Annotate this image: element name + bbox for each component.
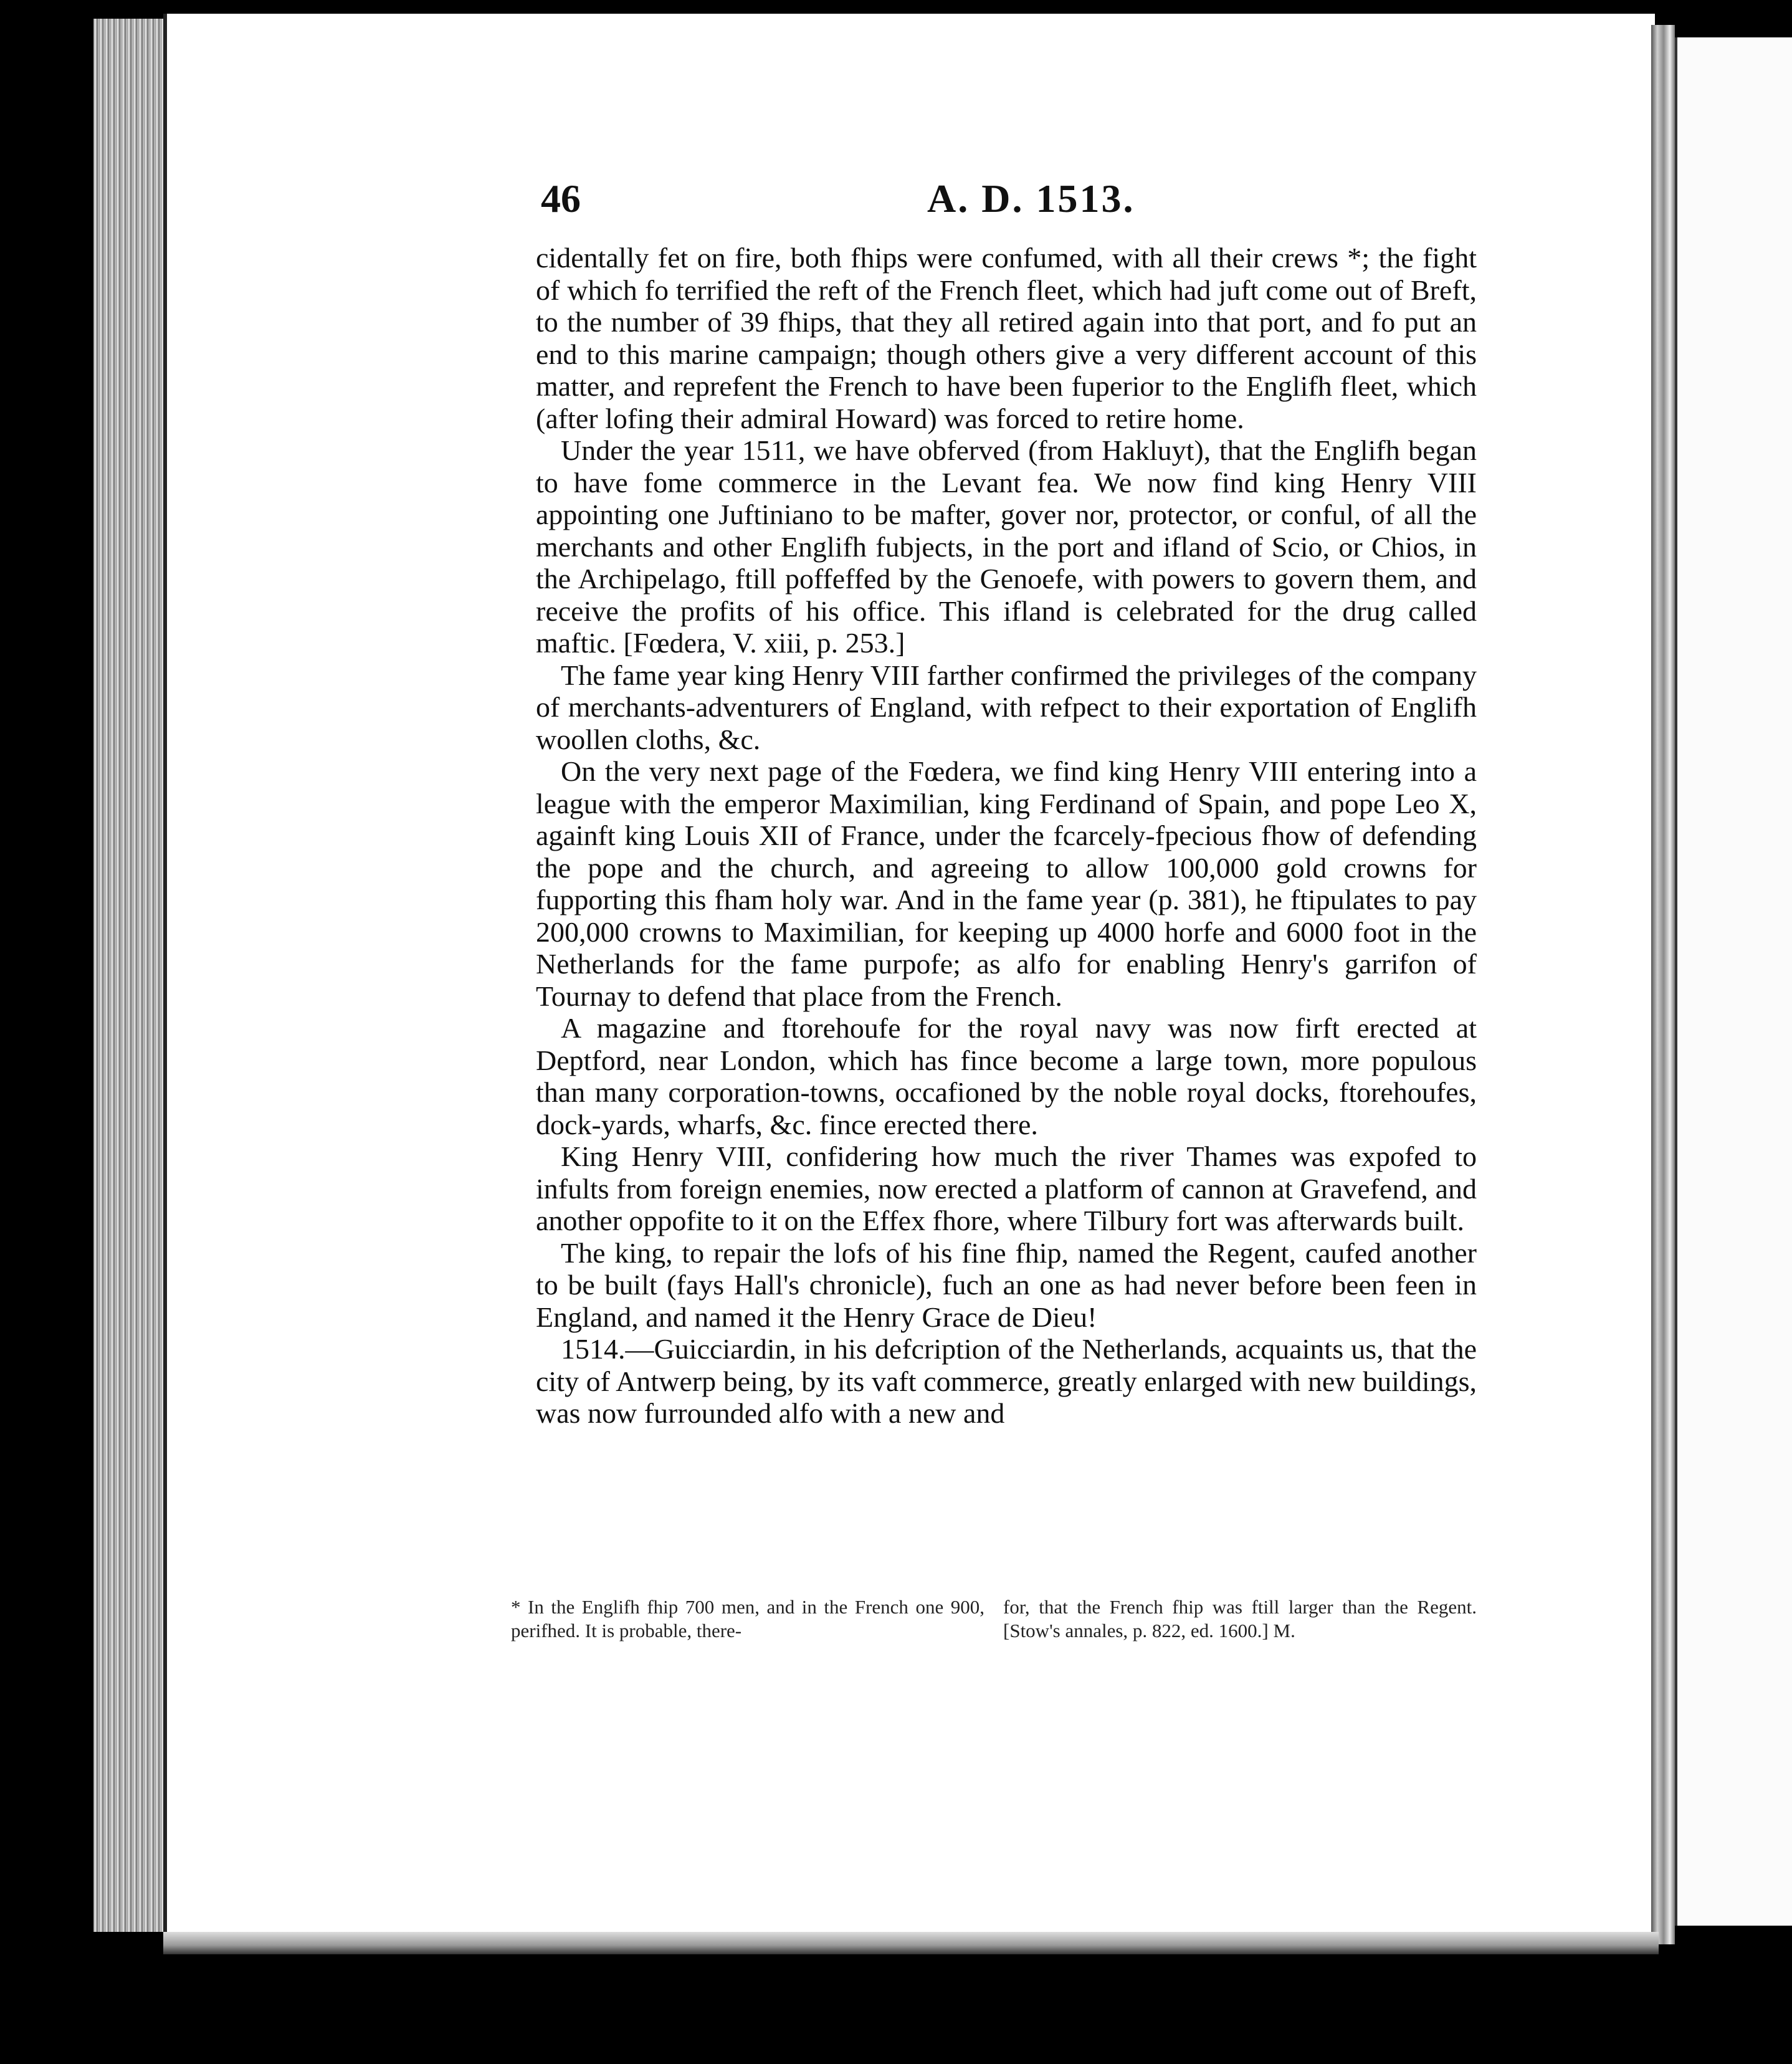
footnote-right-column: for, that the French fhip was ftill larger than the Regent. [Stow's annales, p. 822, ed. 1600.] M.	[1003, 1596, 1477, 1641]
paragraph: A magazine and ftorehoufe for the royal navy was now firft erected at Deptford, near London, which has fince become a large town, more populous than many corporation-towns, occafioned by the noble royal docks, ftorehoufes, dock-yards, wharfs, &c. fince erected there.	[536, 1012, 1477, 1140]
body-text	[536, 242, 1477, 1430]
footnote-left-column: * In the Englifh fhip 700 men, and in the French one 900, perifhed. It is probable, there-	[511, 1596, 984, 1641]
book-spine-gutter	[1651, 25, 1675, 1944]
book-page-edges-left	[93, 19, 168, 1932]
paragraph: The fame year king Henry VIII farther confirmed the privileges of the company of merchants-adventurers of England, with refpect to their exportation of Englifh woollen cloths, &c.	[536, 659, 1477, 755]
paragraph: The king, to repair the lofs of his fine fhip, named the Regent, caufed another to be built (fays Hall's chronicle), fuch an one as had never before been feen in England, and named it the Henry Grace de Dieu!	[536, 1236, 1477, 1333]
footnote	[511, 1595, 1477, 1643]
paragraph: 1514.—Guicciardin, in his defcription of the Netherlands, acquaints us, that the city of Antwerp being, by its vaft commerce, greatly enlarged with new buildings, was now furrounded alfo with a new and	[536, 1333, 1477, 1429]
book-page-edges-bottom	[163, 1932, 1659, 1954]
paragraph: cidentally fet on fire, both fhips were confumed, with all their crews *; the fight of which fo terrified the reft of the French fleet, which had juft come out of Breft, to the number of 39 fhips, that they all retired again into that port, and fo put an end to this marine campaign; though others give a very different account of this matter, and reprefent the French to have been fuperior to the Englifh fleet, which (after lofing their admiral Howard) was forced to retire home.	[536, 242, 1477, 434]
running-head: A. D. 1513.	[927, 176, 1135, 221]
facing-page	[1675, 37, 1792, 1926]
paragraph: On the very next page of the Fœdera, we find king Henry VIII entering into a league with the emperor Maximilian, king Ferdinand of Spain, and pope Leo X, againft king Louis XII of France, under the fcarcely-fpecious fhow of defending the pope and the church, and agreeing to allow 100,000 gold crowns for fupporting this fham holy war. And in the fame year (p. 381), he ftipulates to pay 200,000 crowns to Maximilian, for keeping up 4000 horfe and 6000 foot in the Netherlands for the fame purpofe; as alfo for enabling Henry's garrifon of Tournay to defend that place from the French.	[536, 755, 1477, 1012]
paragraph: King Henry VIII, confidering how much the river Thames was expofed to infults from foreign enemies, now erected a platform of cannon at Gravefend, and another oppofite to it on the Effex fhore, where Tilbury fort was afterwards built.	[536, 1140, 1477, 1236]
paragraph: Under the year 1511, we have obferved (from Hakluyt), that the Englifh began to have fome commerce in the Levant fea. We now find king Henry VIII appointing one Juftiniano to be mafter, gover nor, protector, or conful, of all the merchants and other Englifh fubjects, in the port and ifland of Scio, or Chios, in the Archipelago, ftill poffeffed by the Genoefe, with powers to govern them, and receive the profits of his office. This ifland is celebrated for the drug called maftic. [Fœdera, V. xiii, p. 253.]	[536, 434, 1477, 659]
page-number: 46	[541, 176, 581, 221]
page-header	[541, 176, 1475, 238]
